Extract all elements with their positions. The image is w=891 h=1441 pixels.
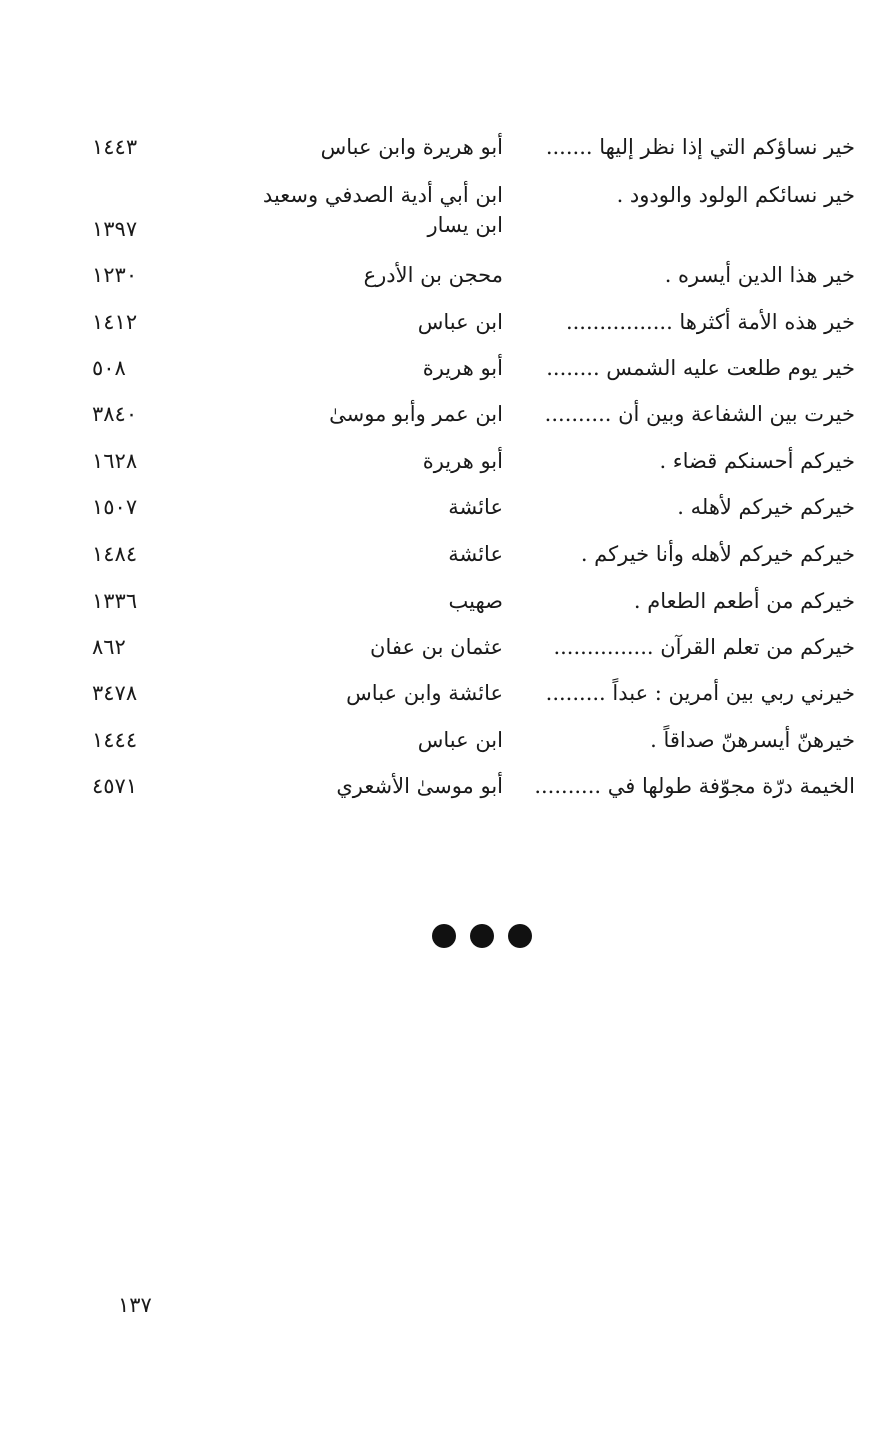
hadith-text: خيرني ربي بين أمرين : عبداً .........	[545, 681, 855, 705]
hadith-text: خيركم أحسنكم قضاء .	[659, 449, 855, 473]
hadith-number: ١٤١٢	[92, 310, 138, 334]
hadith-text: خيرهنّ أيسرهنّ صداقاً .	[650, 728, 855, 752]
narrator: أبو هريرة	[422, 449, 503, 473]
hadith-text: الخيمة درّة مجوّفة طولها في ..........	[534, 774, 855, 798]
hadith-number: ١٦٢٨	[92, 449, 138, 473]
section-divider-dots	[432, 922, 532, 950]
divider-dot	[508, 924, 532, 948]
hadith-number: ١٤٨٤	[92, 542, 138, 566]
hadith-number: ٣٤٧٨	[92, 681, 138, 705]
divider-dot	[470, 924, 494, 948]
hadith-number: ٣٨٤٠	[92, 402, 138, 426]
hadith-text: خير هذه الأمة أكثرها ................	[565, 310, 855, 334]
narrator-line-1: ابن أبي أدية الصدفي وسعيد	[262, 183, 503, 207]
hadith-number: ١٣٣٦	[92, 589, 138, 613]
page-number: ١٣٧	[118, 1293, 152, 1317]
hadith-text: خير نسائكم الولود والودود .	[616, 183, 855, 207]
narrator: عثمان بن عفان	[370, 635, 503, 659]
hadith-number: ١٥٠٧	[92, 495, 138, 519]
hadith-text: خيركم خيركم لأهله .	[677, 495, 855, 519]
narrator-line-2: ابن يسار	[427, 213, 503, 237]
hadith-number: ١٢٣٠	[92, 263, 138, 287]
narrator	[263, 180, 503, 240]
narrator: عائشة	[448, 495, 503, 519]
narrator: ابن عباس	[417, 310, 503, 334]
divider-dot	[432, 924, 456, 948]
narrator: أبو موسىٰ الأشعري	[336, 774, 503, 798]
hadith-text: خير نساؤكم التي إذا نظر إليها .......	[545, 135, 855, 159]
hadith-number: ١٤٤٤	[92, 728, 138, 752]
hadith-number: ٤٥٧١	[92, 774, 138, 798]
narrator: ابن عمر وأبو موسىٰ	[329, 402, 503, 426]
hadith-text: خيركم خيركم لأهله وأنا خيركم .	[580, 542, 855, 566]
hadith-number: ٨٦٢	[92, 635, 126, 659]
narrator: أبو هريرة وابن عباس	[320, 135, 503, 159]
hadith-text: خيرت بين الشفاعة وبين أن ..........	[544, 402, 855, 426]
narrator: صهيب	[448, 589, 503, 613]
narrator: ابن عباس	[417, 728, 503, 752]
narrator: أبو هريرة	[422, 356, 503, 380]
hadith-number: ٥٠٨	[92, 356, 126, 380]
hadith-text: خيركم من أطعم الطعام .	[633, 589, 855, 613]
narrator: محجن بن الأدرع	[363, 263, 503, 287]
narrator: عائشة	[448, 542, 503, 566]
hadith-text: خير يوم طلعت عليه الشمس ........	[546, 356, 855, 380]
hadith-text: خيركم من تعلم القرآن ...............	[553, 635, 855, 659]
hadith-number: ١٣٩٧	[92, 217, 138, 241]
narrator: عائشة وابن عباس	[346, 681, 503, 705]
hadith-text: خير هذا الدين أيسره .	[664, 263, 855, 287]
hadith-number: ١٤٤٣	[92, 135, 138, 159]
